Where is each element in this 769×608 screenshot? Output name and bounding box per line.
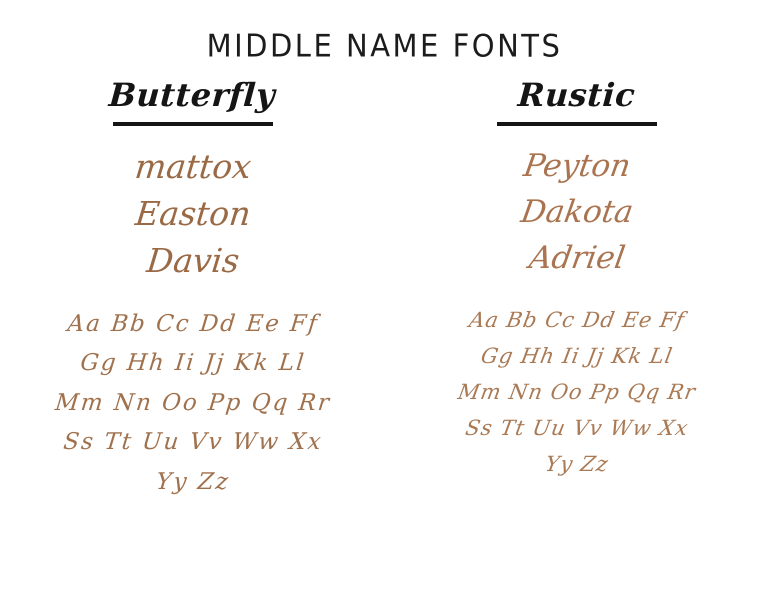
sample-name: Adriel: [526, 239, 628, 276]
font-name-heading-wrapper: [385, 76, 769, 126]
font-name-underline: [497, 122, 657, 126]
sample-name: Dakota: [517, 193, 636, 230]
alphabet-row: Gg Hh Ii Jj Kk Ll: [478, 343, 675, 368]
sample-name: Easton: [133, 193, 253, 233]
alphabet-row: Ss Tt Uu Vv Ww Xx: [463, 415, 690, 440]
page-title: MIDDLE NAME FONTS: [206, 27, 563, 64]
alphabet-row: Aa Bb Cc Dd Ee Ff: [65, 310, 320, 337]
font-name-underline: [113, 122, 273, 126]
sample-names-rustic: [385, 144, 769, 282]
sample-name: mattox: [132, 147, 253, 186]
font-name-rustic: Rustic: [516, 76, 637, 114]
font-name-heading-wrapper: [1, 76, 385, 126]
alphabet-row: Mm Nn Oo Pp Qq Rr: [53, 389, 332, 416]
alphabet-row: Yy Zz: [542, 452, 611, 477]
alphabet-butterfly: [1, 305, 385, 503]
alphabet-rustic: [385, 302, 769, 483]
sample-name: Davis: [144, 240, 241, 280]
sample-name: Peyton: [520, 148, 633, 184]
font-name-butterfly: Butterfly: [108, 76, 277, 114]
alphabet-row: Aa Bb Cc Dd Ee Ff: [466, 307, 687, 332]
font-column-butterfly: [1, 76, 385, 502]
sample-names-butterfly: [1, 144, 385, 285]
font-columns: [0, 76, 769, 502]
alphabet-row: Gg Hh Ii Jj Kk Ll: [78, 350, 307, 377]
font-column-rustic: [385, 76, 769, 482]
alphabet-row: Ss Tt Uu Vv Ww Xx: [61, 429, 324, 456]
alphabet-row: Yy Zz: [154, 468, 231, 495]
alphabet-row: Mm Nn Oo Pp Qq Rr: [455, 379, 698, 404]
